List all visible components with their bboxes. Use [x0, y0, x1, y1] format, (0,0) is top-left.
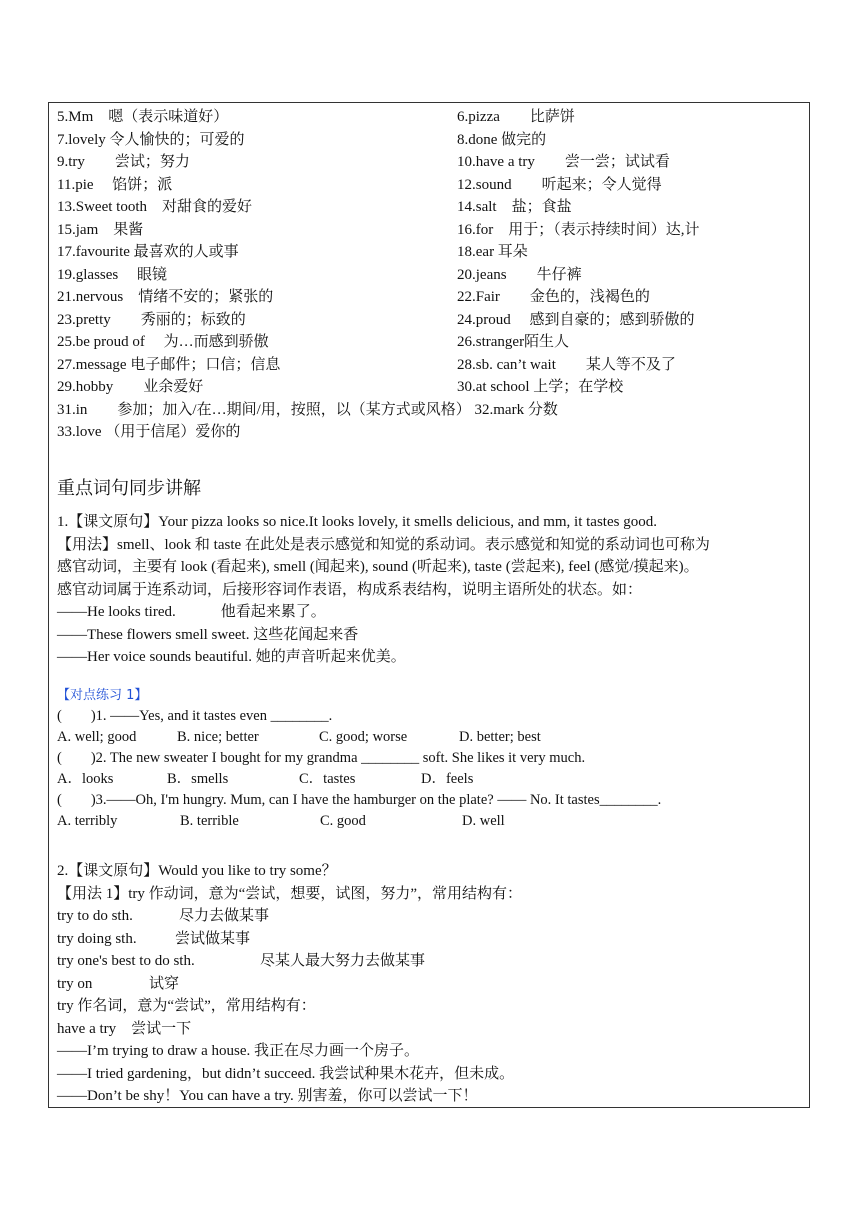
example-sentence: ——I tried gardening，but didn’t succeed. 我尝试种果木花卉，但未成。 [57, 1065, 515, 1082]
example-sentence: ——Don’t be shy！You can have a try. 别害羞，你可以尝试一下！ [57, 1088, 478, 1104]
example-sentence: ——Her voice sounds beautiful. 她的声音听起来优美。 [57, 649, 406, 665]
vocab-item: 14.salt 盐；食盐 [457, 199, 572, 215]
option-c: C. good [320, 813, 366, 829]
vocab-item: 16.for 用于；（表示持续时间）达,计 [457, 221, 700, 238]
vocab-item: 31.in 参加；加入/在…期间/用，按照，以（某方式或风格） 32.mark 分数 [57, 401, 558, 418]
vocab-row [57, 309, 807, 332]
usage-text: have a try 尝试一下 [57, 1020, 192, 1037]
example-sentence: ——He looks tired. 他看起来累了。 [57, 604, 326, 620]
question-1: ( )1. ——Yes, and it tastes even ________. [57, 708, 333, 724]
vocab-row [57, 151, 807, 174]
example-sentence: ——I’m trying to draw a house. 我正在尽力画一个房子。 [57, 1043, 420, 1059]
vocab-row [57, 399, 807, 422]
vocab-item: 17.favourite 最喜欢的人或事 [57, 244, 239, 260]
structure-phrase: try to do sth. [57, 908, 133, 924]
vocab-row [57, 196, 807, 219]
structure-row [57, 905, 807, 928]
section-title: 重点词句同步讲解 [57, 478, 201, 499]
vocab-item: 21.nervous 情绪不安的；紧张的 [57, 289, 274, 305]
vocab-item: 7.lovely 令人愉快的；可爱的 [57, 131, 245, 148]
vocab-item: 29.hobby 业余爱好 [57, 379, 204, 395]
usage-text: 【用法 1】try 作动词，意为“尝试，想要，试图，努力”，常用结构有： [57, 885, 522, 902]
option-b: B. nice; better [177, 729, 259, 745]
structure-phrase: try doing sth. [57, 930, 137, 947]
vocab-item: 12.sound 听起来；令人觉得 [457, 176, 662, 193]
practice-title: 【对点练习 1】 [57, 688, 148, 703]
vocab-item: 25.be proud of 为…而感到骄傲 [57, 334, 269, 350]
structure-phrase: try one's best to do sth. [57, 953, 195, 969]
practice-1-block [57, 686, 807, 832]
example-sentence: ——These flowers smell sweet. 这些花闻起来香 [57, 626, 359, 643]
question-1-options [57, 727, 807, 748]
vocab-item: 11.pie 馅饼；派 [57, 176, 173, 193]
vocab-item: 26.stranger陌生人 [457, 334, 570, 350]
usage-text: 【用法】smell、look 和 taste 在此处是表示感觉和知觉的系动词。表示感觉和知觉的系动词也可称为 [57, 536, 710, 553]
vocab-item: 5.Mm 嗯（表示味道好） [57, 109, 229, 125]
option-a: A. well; good [57, 729, 137, 745]
vocab-row [57, 264, 807, 287]
vocab-item: 24.proud 感到自豪的；感到骄傲的 [457, 311, 695, 328]
usage-text: 感官动词，主要有 look (看起来), smell (闻起来), sound (听起来), taste (尝起来), feel (感觉/摸起来)。 [57, 559, 699, 575]
structure-meaning: 尝试做某事 [175, 930, 251, 947]
vocab-row [57, 331, 807, 354]
option-a: A. terribly [57, 813, 118, 829]
vocab-item: 19.glasses 眼镜 [57, 266, 167, 283]
vocab-row [57, 354, 807, 377]
question-3: ( )3.——Oh, I'm hungry. Mum, can I have the hamburger on the plate? —— No. It tastes________. [57, 792, 662, 808]
option-d: D. better; best [459, 729, 541, 745]
vocab-item: 8.done 做完的 [457, 131, 547, 148]
structure-row [57, 973, 807, 996]
option-c: C. good; worse [319, 729, 408, 745]
vocab-row [57, 286, 807, 309]
vocab-row [57, 376, 807, 399]
vocab-row [57, 106, 807, 129]
vocab-item: 13.Sweet tooth 对甜食的爱好 [57, 199, 252, 215]
point-2-block [57, 860, 807, 1108]
question-2: ( )2. The new sweater I bought for my grandma ________ soft. She likes it very much. [57, 750, 586, 766]
vocab-item: 18.ear 耳朵 [457, 244, 528, 260]
vocab-row [57, 174, 807, 197]
vocabulary-list [57, 106, 807, 444]
usage-text: 感官动词属于连系动词，后接形容词作表语，构成系表结构，说明主语所处的状态。如： [57, 581, 643, 598]
option-a: A．looks [57, 771, 114, 787]
usage-text: try 作名词，意为“尝试”，常用结构有： [57, 998, 316, 1014]
option-d: D. well [462, 813, 505, 829]
option-b: B. terrible [180, 813, 239, 829]
structure-meaning: 试穿 [149, 975, 180, 992]
vocab-item: 10.have a try 尝一尝；试试看 [457, 154, 670, 170]
vocab-item: 28.sb. can’t wait 某人等不及了 [457, 356, 676, 373]
question-3-options [57, 811, 807, 832]
vocab-item: 27.message 电子邮件；口信；信息 [57, 356, 281, 373]
question-2-options [57, 769, 807, 790]
vocab-item: 6.pizza 比萨饼 [457, 109, 575, 125]
structure-meaning: 尽力去做某事 [179, 908, 270, 924]
vocab-row [57, 129, 807, 152]
structure-phrase: try on [57, 975, 93, 992]
option-b: B．smells [167, 771, 229, 787]
vocab-row [57, 219, 807, 242]
option-d: D．feels [421, 771, 474, 787]
vocab-item: 23.pretty 秀丽的；标致的 [57, 311, 246, 328]
structure-row [57, 928, 807, 951]
vocab-item: 9.try 尝试；努力 [57, 154, 190, 170]
original-sentence: 1.【课文原句】Your pizza looks so nice.It looks lovely, it smells delicious, and mm, it tastes good. [57, 514, 657, 530]
vocab-item: 33.love （用于信尾）爱你的 [57, 424, 241, 440]
structure-meaning: 尽某人最大努力去做某事 [260, 953, 426, 969]
original-sentence: 2.【课文原句】Would you like to try some？ [57, 863, 337, 879]
vocab-item: 22.Fair 金色的，浅褐色的 [457, 289, 650, 305]
vocab-row [57, 421, 807, 444]
vocab-item: 20.jeans 牛仔裤 [457, 266, 582, 283]
point-1-block [57, 511, 807, 669]
vocab-item: 30.at school 上学；在学校 [457, 379, 624, 395]
option-c: C．tastes [299, 771, 356, 787]
vocab-item: 15.jam 果酱 [57, 221, 144, 238]
vocab-row [57, 241, 807, 264]
structure-row [57, 950, 807, 973]
